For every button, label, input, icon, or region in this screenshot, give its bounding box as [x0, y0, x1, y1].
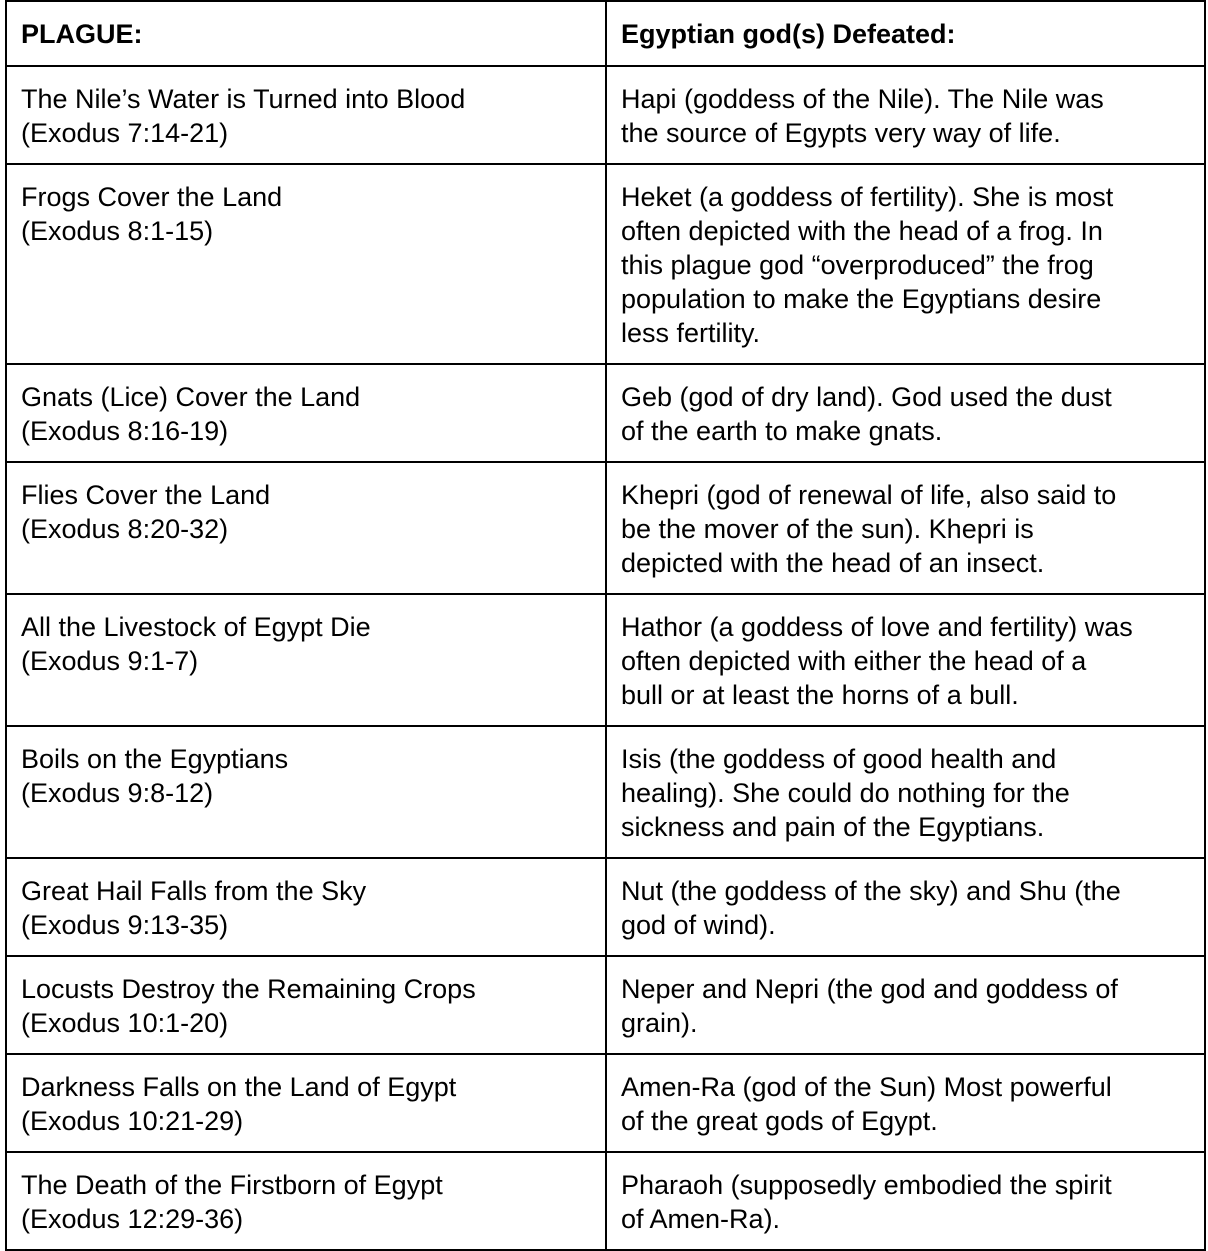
god-cell: Heket (a goddess of fertility). She is most often depicted with the head of a frog. In this plague god “overproduced” the frog population to make the Egyptians desire less fertility.	[606, 164, 1205, 364]
god-cell: Hathor (a goddess of love and fertility) was often depicted with either the head of a bull or at least the horns of a bull.	[606, 594, 1205, 726]
table-row	[6, 1054, 1205, 1152]
god-cell: Isis (the goddess of good health and healing). She could do nothing for the sickness and pain of the Egyptians.	[606, 726, 1205, 858]
plague-cell: Flies Cover the Land (Exodus 8:20-32)	[6, 462, 606, 594]
table-row	[6, 594, 1205, 726]
plague-cell: Darkness Falls on the Land of Egypt (Exodus 10:21-29)	[6, 1054, 606, 1152]
plagues-table	[5, 0, 1206, 1251]
god-cell: Nut (the goddess of the sky) and Shu (the god of wind).	[606, 858, 1205, 956]
plague-cell: All the Livestock of Egypt Die (Exodus 9:1-7)	[6, 594, 606, 726]
god-cell: Amen-Ra (god of the Sun) Most powerful of the great gods of Egypt.	[606, 1054, 1205, 1152]
table-row	[6, 726, 1205, 858]
table-row	[6, 858, 1205, 956]
plague-cell: The Nile’s Water is Turned into Blood (Exodus 7:14-21)	[6, 66, 606, 164]
header-row	[6, 1, 1205, 66]
table-row	[6, 462, 1205, 594]
god-cell: Pharaoh (supposedly embodied the spirit of Amen-Ra).	[606, 1152, 1205, 1250]
plague-cell: Boils on the Egyptians (Exodus 9:8-12)	[6, 726, 606, 858]
god-cell: Geb (god of dry land). God used the dust of the earth to make gnats.	[606, 364, 1205, 462]
table-row	[6, 164, 1205, 364]
header-god: Egyptian god(s) Defeated:	[606, 1, 1205, 66]
plague-cell: Gnats (Lice) Cover the Land (Exodus 8:16-19)	[6, 364, 606, 462]
table-row	[6, 364, 1205, 462]
table-row	[6, 956, 1205, 1054]
plague-cell: Frogs Cover the Land (Exodus 8:1-15)	[6, 164, 606, 364]
table-row	[6, 66, 1205, 164]
plague-cell: The Death of the Firstborn of Egypt (Exodus 12:29-36)	[6, 1152, 606, 1250]
table-row	[6, 1152, 1205, 1250]
plague-cell: Great Hail Falls from the Sky (Exodus 9:13-35)	[6, 858, 606, 956]
header-plague: PLAGUE:	[6, 1, 606, 66]
plague-cell: Locusts Destroy the Remaining Crops (Exodus 10:1-20)	[6, 956, 606, 1054]
god-cell: Neper and Nepri (the god and goddess of grain).	[606, 956, 1205, 1054]
god-cell: Hapi (goddess of the Nile). The Nile was the source of Egypts very way of life.	[606, 66, 1205, 164]
god-cell: Khepri (god of renewal of life, also said to be the mover of the sun). Khepri is depicted with the head of an insect.	[606, 462, 1205, 594]
